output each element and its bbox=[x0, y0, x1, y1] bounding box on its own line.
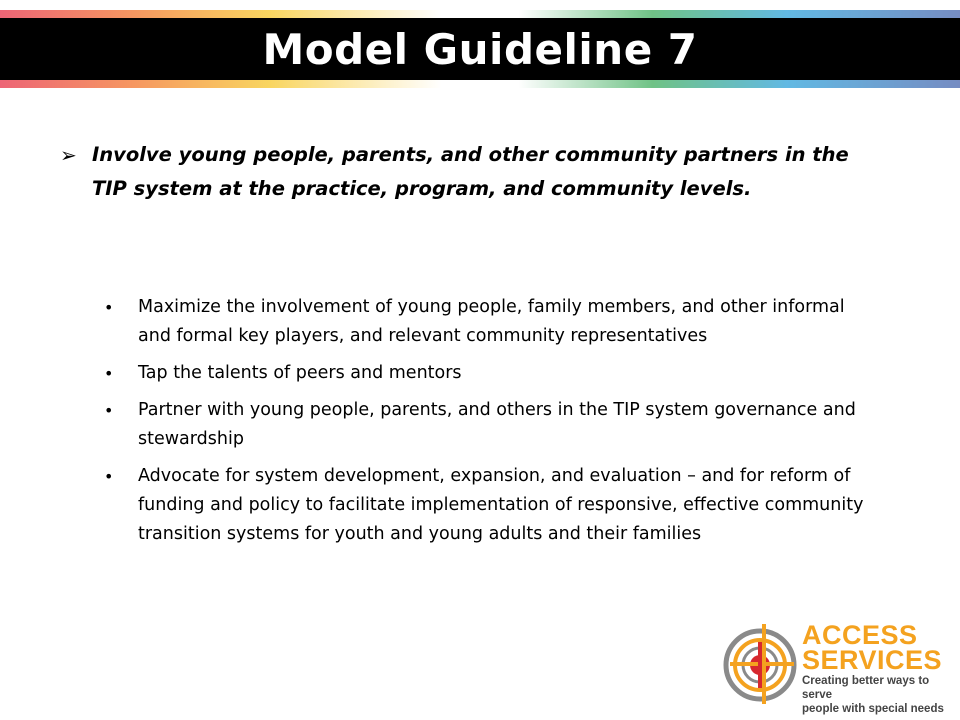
logo-tagline bbox=[802, 674, 952, 716]
title-bar bbox=[0, 18, 960, 80]
arrow-bullet-icon: ➢ bbox=[60, 143, 77, 167]
bullet-dot-icon: • bbox=[104, 401, 114, 420]
slide-title: Model Guideline 7 bbox=[262, 24, 698, 74]
title-rainbow-top bbox=[0, 10, 960, 18]
sub-bullet-text: Advocate for system development, expansion, and evaluation – and for reform of funding and policy to facilitate implementation of responsive, effective community transition systems for youth and young adults and their families bbox=[138, 466, 864, 544]
logo-tagline-line1: Creating better ways to serve bbox=[802, 675, 930, 701]
sub-bullet-item bbox=[104, 293, 874, 351]
target-cross-logo-icon bbox=[722, 622, 800, 706]
bullet-dot-icon: • bbox=[104, 364, 114, 383]
logo-name-line1: ACCESS bbox=[802, 620, 918, 650]
logo-tagline-line2: people with special needs bbox=[802, 703, 944, 715]
sub-bullet-item bbox=[104, 359, 874, 388]
sub-bullet-text: Maximize the involvement of young people, family members, and other informal and formal key players, and relevant community representatives bbox=[138, 297, 845, 346]
bullet-dot-icon: • bbox=[104, 467, 114, 486]
bullet-dot-icon: • bbox=[104, 298, 114, 317]
main-bullet-text: Involve young people, parents, and other community partners in the TIP system at the practice, program, and community levels. bbox=[92, 143, 849, 200]
sub-bullet-text: Partner with young people, parents, and others in the TIP system governance and stewardship bbox=[138, 400, 856, 449]
title-rainbow-bottom bbox=[0, 80, 960, 88]
sub-bullet-item bbox=[104, 462, 874, 549]
access-services-logo bbox=[722, 618, 952, 715]
logo-name-line2: SERVICES bbox=[802, 645, 943, 675]
main-bullet bbox=[60, 138, 860, 206]
sub-bullet-list bbox=[104, 293, 874, 557]
sub-bullet-text: Tap the talents of peers and mentors bbox=[138, 363, 462, 383]
sub-bullet-item bbox=[104, 396, 874, 454]
